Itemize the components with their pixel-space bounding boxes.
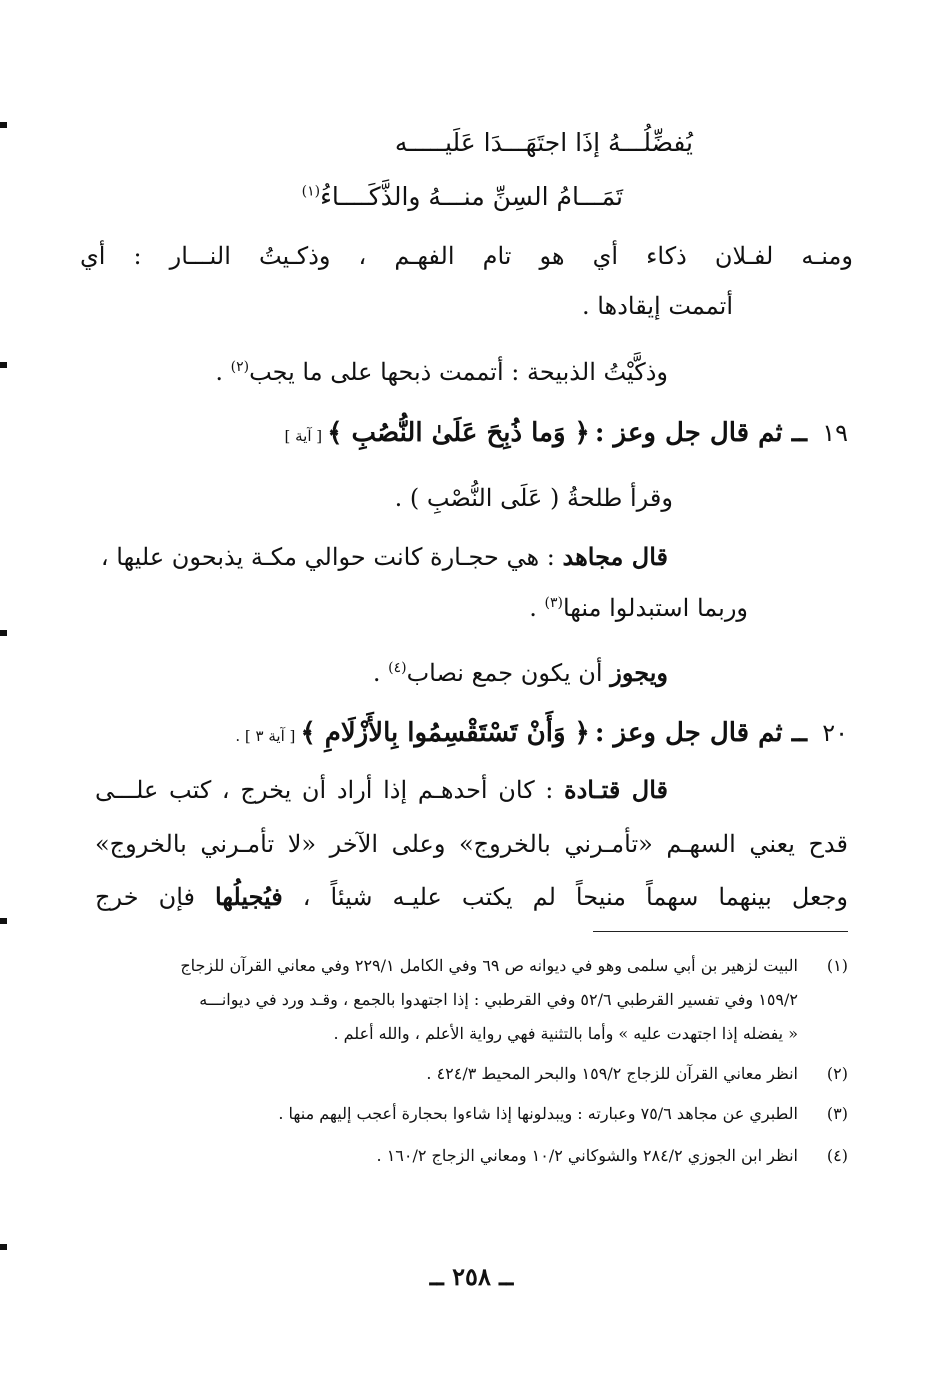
footnote-1-line-3: « يفضله إذا اجتهدت عليه » وأما بالتثنية فهي رواية الأعلم ، والله أعلم . xyxy=(333,1024,798,1043)
page-number: ــ ٢٥٨ ــ xyxy=(429,1262,514,1291)
footnote-ref-1: (١) xyxy=(301,183,321,200)
scan-edge-mark xyxy=(0,1244,7,1250)
footnote-ref-3: (٣) xyxy=(544,595,563,611)
scan-edge-mark xyxy=(0,630,7,636)
item-19-heading xyxy=(284,418,848,448)
qatada-line-2: قدح يعني السهـم «تأمـرني بالخروج» وعلى الآخر «لا تأمـرني بالخروج» xyxy=(95,830,848,858)
yajuz-line: ويجوز أن يكون جمع نصاب$^{(٤)}$ . xyxy=(372,658,668,687)
item-20-quran-quote: ﴿ وَأَنْ تَسْتَقْسِمُوا بِالأَزْلَامِ ﴾ xyxy=(300,718,590,748)
qatada-line-1: قال قتـادة : كان أحدهـم إذا أراد أن يخرج ، كتب علـــى xyxy=(95,775,668,804)
footnote-4-number: (٤) xyxy=(826,1146,848,1165)
item-19-quran-quote: ﴿ وَما ذُبِحَ عَلَىٰ النُّصُبِ ﴾ xyxy=(327,418,590,448)
footnote-4: (٤)انظر ابن الجوزي ٢٨٤/٢ والشوكاني ١٠/٢ ومعاني الزجاج ١٦٠/٢ . xyxy=(376,1146,848,1165)
poem-verse-line-2: تَمَـــامُ السِنِّ منـــهُ والذَّكَــــاءُ$^{(١)}$ xyxy=(301,182,623,211)
item-19-lead: ــ ثم قال جل وعز : xyxy=(594,418,807,448)
item-20-number: ٢٠ xyxy=(822,719,848,747)
footnote-2-number: (٢) xyxy=(826,1064,848,1083)
item-20-lead: ــ ثم قال جل وعز : xyxy=(594,718,807,748)
footnote-1-line-1: (١)البيت لزهير بن أبي سلمى وهو في ديوانه ص ٦٩ وفي الكامل ٢٢٩/١ وفي معاني القرآن للزجاج xyxy=(180,956,848,975)
footnote-3-number: (٣) xyxy=(826,1104,848,1123)
footnote-1-line-2: ١٥٩/٢ وفي تفسير القرطبي ٥٢/٦ وفي القرطبي : إذا اجتهدوا بالجمع ، وقـد ورد في ديوانـــه xyxy=(199,990,798,1009)
qatada-label: قال قتـادة xyxy=(564,775,668,804)
scan-edge-mark xyxy=(0,122,7,128)
yajuz-label: ويجوز xyxy=(610,658,668,687)
scan-edge-mark xyxy=(0,918,7,924)
item-20-aya-ref: [ آية ٣ ] . xyxy=(235,727,296,745)
item-19-number: ١٩ xyxy=(822,419,848,447)
footnote-separator xyxy=(593,931,848,932)
footnote-ref-2: (٢) xyxy=(230,359,250,375)
mujahid-line-2: وربما استبدلوا منها$^{(٣)}$ . xyxy=(529,594,748,622)
footnote-ref-4: (٤) xyxy=(388,660,407,676)
mujahid-line-1: قال مجاهد : هي حجـارة كانت حوالي مكـة يذبحون عليها ، xyxy=(100,542,668,571)
qiraa-talha-line: وقرأ طلحةُ ( عَلَى النُّصْبِ ) . xyxy=(394,484,673,512)
qatada-line-3: وجعل بينهما سهماً منيحاً لم يكتب عليـه شيئاً ، فيُجيلُها فإن خرج xyxy=(95,882,849,911)
paragraph-dhaka-line-2: أتممت إيقادها . xyxy=(581,292,733,320)
mujahid-label: قال مجاهد xyxy=(562,542,668,571)
poem-verse-line-1: يُفضِّلُـــهُ إذَا اجتَهَـــدَا عَلَيـــــه xyxy=(394,128,693,157)
footnote-1-number: (١) xyxy=(826,956,848,975)
scan-edge-mark xyxy=(0,362,7,368)
paragraph-dhaka-line-1: ومنـه لفـلان ذكاء أي هو تام الفهـم ، وذكـيتُ النـــار : أي xyxy=(80,242,853,270)
footnote-2: (٢)انظر معاني القرآن للزجاج ١٥٩/٢ والبحر المحيط ٤٢٤/٣ . xyxy=(426,1064,848,1083)
footnote-3: (٣)الطبري عن مجاهد ٧٥/٦ وعبارته : ويبدلونها إذا شاءوا بحجارة أعجب إليهم منها . xyxy=(278,1104,848,1123)
paragraph-dhabiha: وذكَّيْتُ الذبيحة : أتممت ذبحها على ما يجب$^{(٢)}$ . xyxy=(215,358,668,386)
item-20-heading xyxy=(235,718,848,748)
item-19-aya-ref: [ آية ] xyxy=(284,427,323,445)
